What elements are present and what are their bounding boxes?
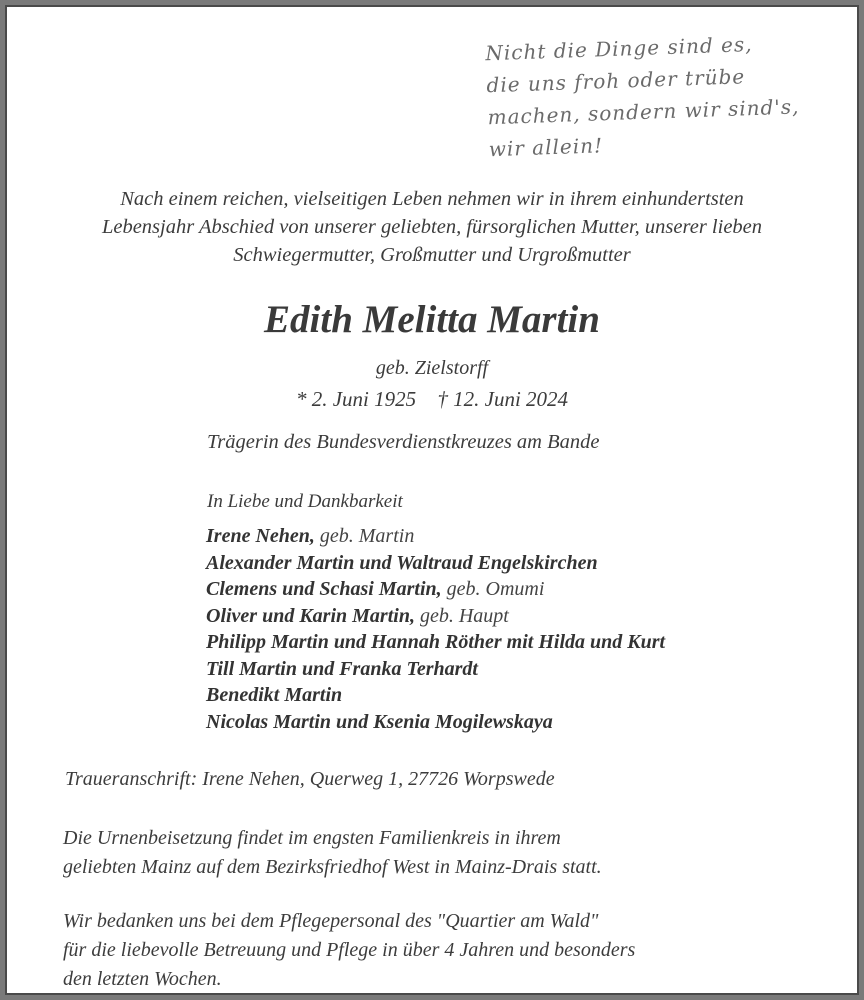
handwritten-quote	[485, 25, 849, 165]
mourner-name: Clemens und Schasi Martin,	[206, 578, 442, 600]
mourner-note: geb. Martin	[314, 525, 415, 547]
quote-line: die uns froh oder trübe	[486, 64, 746, 98]
mourner-entry	[206, 603, 665, 630]
intro-line: Lebensjahr Abschied von unserer geliebten, fürsorglichen Mutter, unserer lieben	[101, 216, 763, 238]
life-dates	[7, 387, 857, 412]
gratitude-line: den letzten Wochen.	[63, 968, 222, 990]
notice-frame	[5, 5, 859, 995]
mourner-entry	[206, 709, 665, 736]
mourner-name: Oliver und Karin Martin,	[206, 604, 415, 627]
mourner-entry	[206, 550, 665, 577]
mourner-name: Till Martin und Franka Terhardt	[206, 657, 478, 680]
mourner-entry	[206, 656, 665, 683]
quote-line: wir allein!	[488, 133, 604, 162]
mourner-name: Alexander Martin und Waltraud Engelskirchen	[206, 551, 598, 574]
birth-name: geb. Zielstorff	[375, 357, 489, 379]
mourning-address: Traueranschrift: Irene Nehen, Querweg 1, 27726 Worpswede	[65, 768, 555, 790]
mourner-name: Irene Nehen,	[206, 525, 315, 547]
intro-text	[7, 185, 857, 269]
obituary-notice	[7, 7, 857, 993]
mourner-entry	[206, 523, 665, 550]
gratitude-line: für die liebevolle Betreuung und Pflege in über 4 Jahren und besonders	[63, 939, 636, 961]
intro-line: Nach einem reichen, vielseitigen Leben nehmen wir in ihrem einhundertsten	[120, 188, 744, 210]
mourner-entry	[206, 682, 665, 709]
quote-line: machen, sondern wir sind's,	[487, 94, 800, 130]
deceased-name: Edith Melitta Martin	[264, 298, 600, 341]
mourners-heading: In Liebe und Dankbarkeit	[207, 491, 403, 512]
burial-line: geliebten Mainz auf dem Bezirksfriedhof West in Mainz-Drais statt.	[63, 856, 602, 878]
burial-line: Die Urnenbeisetzung findet im engsten Familienkreis in ihrem	[63, 827, 561, 849]
burial-info	[63, 824, 602, 882]
birth-date: * 2. Juni 1925	[295, 387, 417, 411]
intro-line: Schwiegermutter, Großmutter und Urgroßmutter	[233, 244, 631, 266]
death-date: † 12. Juni 2024	[437, 387, 569, 411]
mourner-name: Nicolas Martin und Ksenia Mogilewskaya	[206, 710, 553, 733]
gratitude-line: Wir bedanken uns bei dem Pflegepersonal des "Quartier am Wald"	[63, 910, 599, 932]
mourner-note: geb. Omumi	[441, 578, 545, 600]
mourner-entry	[206, 576, 665, 603]
honor-text: Trägerin des Bundesverdienstkreuzes am Bande	[207, 431, 600, 453]
quote-line: Nicht die Dinge sind es,	[485, 31, 753, 66]
gratitude-text	[63, 907, 635, 994]
mourners-list	[206, 523, 665, 735]
mourner-name: Benedikt Martin	[206, 684, 343, 706]
mourner-name: Philipp Martin und Hannah Röther mit Hilda und Kurt	[206, 631, 666, 653]
mourner-note: geb. Haupt	[414, 604, 509, 627]
mourner-entry	[206, 629, 665, 656]
